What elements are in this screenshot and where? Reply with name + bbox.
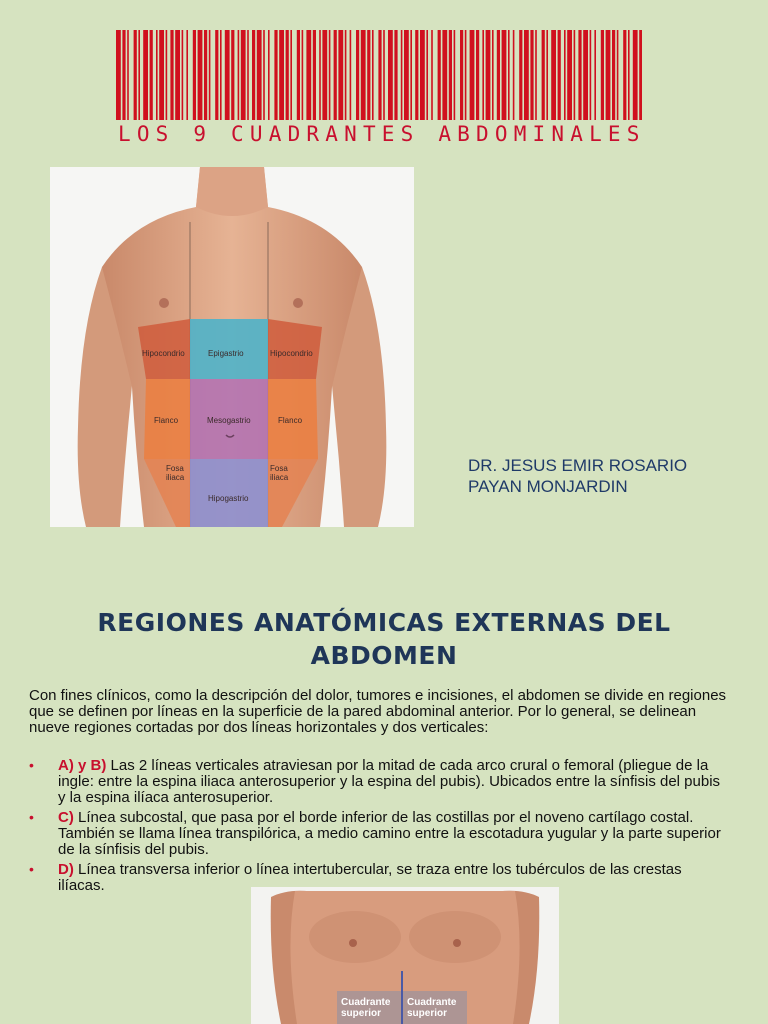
intro-paragraph: Con fines clínicos, como la descripción del dolor, tumores e incisiones, el abdomen se divide en regiones que se definen por líneas en la superficie de la pared abdominal anterior. Por lo general, se delinean nueve regiones cortadas por dos líneas horizontales y dos verticales: bbox=[29, 687, 727, 736]
author-block bbox=[468, 455, 758, 497]
bullet-label: A) y B) bbox=[58, 757, 107, 774]
region-label-hipocondrio-right: Hipocondrio bbox=[270, 349, 313, 358]
bullet-list bbox=[29, 758, 729, 898]
bullet-icon: • bbox=[29, 861, 34, 877]
quadrant-label-right: Cuadrante superior bbox=[407, 997, 457, 1019]
list-item bbox=[29, 758, 729, 806]
quadrants-illustration bbox=[251, 887, 559, 1024]
barcode-graphic bbox=[116, 30, 642, 120]
document-title: LOS 9 CUADRANTES ABDOMINALES bbox=[118, 122, 646, 146]
bullet-text: Línea transversa inferior o línea intertubercular, se traza entre los tubérculos de las crestas ilíacas. bbox=[58, 861, 682, 894]
region-label-epigastrio: Epigastrio bbox=[208, 349, 244, 358]
region-label-hipocondrio-left: Hipocondrio bbox=[142, 349, 185, 358]
region-label-hipogastrio: Hipogastrio bbox=[208, 494, 249, 503]
region-label-mesogastrio: Mesogastrio bbox=[207, 416, 251, 425]
author-line-1: DR. JESUS EMIR ROSARIO bbox=[468, 456, 688, 475]
quadrants-figure bbox=[251, 887, 559, 1024]
region-label-fosa-right: Fosa iliaca bbox=[270, 464, 289, 482]
region-label-fosa-left: Fosa iliaca bbox=[166, 464, 185, 482]
bullet-text: Línea subcostal, que pasa por el borde inferior de las costillas por el noveno cartílago costal. También se llama línea transpilórica, a medio camino entre la escotadura yugular y la parte superior de la sínfisis del pubis. bbox=[58, 809, 721, 858]
author-line-2: PAYAN MONJARDIN bbox=[468, 477, 628, 496]
quadrant-label-left: Cuadrante superior bbox=[341, 997, 391, 1019]
bullet-text: Las 2 líneas verticales atraviesan por la mitad de cada arco crural o femoral (pliegue de la ingle: entre la espina iliaca anterosuperior y la espina del pubis). Ubicados entre la sínfisis del pubis y la espina ilíaca anterosuperior. bbox=[58, 757, 721, 806]
bullet-label: D) bbox=[58, 861, 74, 878]
list-item bbox=[29, 810, 729, 858]
torso-illustration bbox=[50, 167, 414, 527]
region-label-flanco-left: Flanco bbox=[154, 416, 179, 425]
abdominal-regions-figure bbox=[50, 167, 414, 527]
region-label-flanco-right: Flanco bbox=[278, 416, 303, 425]
bullet-label: C) bbox=[58, 809, 74, 826]
bullet-icon: • bbox=[29, 757, 34, 773]
section-heading: REGIONES ANATÓMICAS EXTERNAS DEL ABDOMEN bbox=[97, 608, 671, 670]
bullet-icon: • bbox=[29, 809, 34, 825]
